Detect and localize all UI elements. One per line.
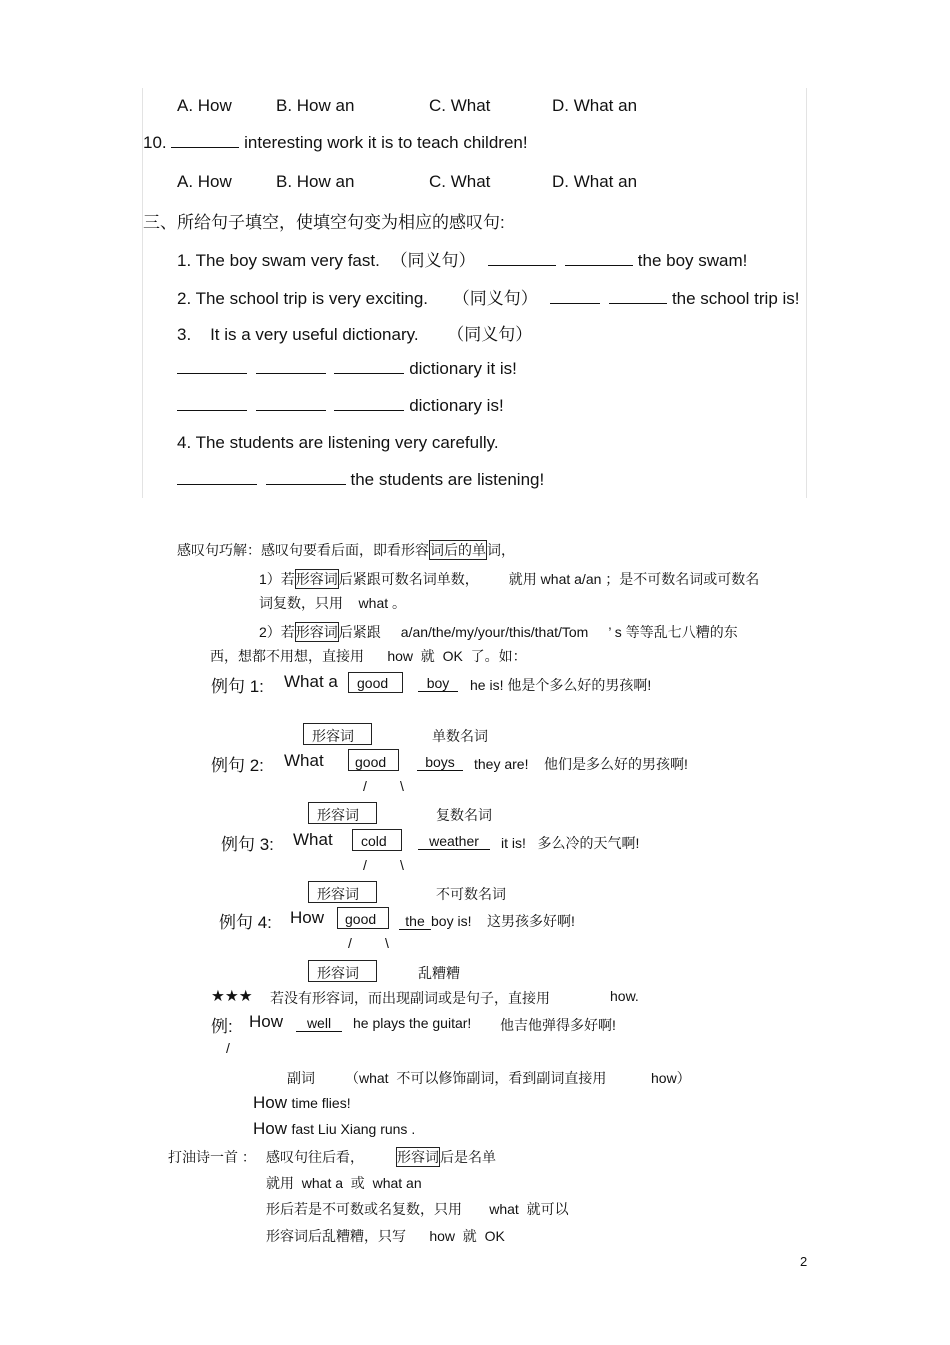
poem-l1-boxed: 形容词 (397, 1149, 439, 1165)
ex3-adj: cold (361, 833, 387, 849)
rule1-boxed-adj: 形容词 (295, 571, 338, 587)
ex1-noun (418, 675, 458, 692)
poem-l1-end: 后是名单 (440, 1149, 496, 1165)
ex4-backslash: \ (385, 935, 389, 951)
stars-how: how. (610, 988, 639, 1004)
rule2-text-2: ’ s 等等乱七八糟的东 (608, 624, 738, 640)
ex4-noun-label: 乱糟糟 (418, 965, 460, 981)
s1-blank-2 (565, 251, 633, 266)
ex2-backslash: \ (400, 778, 404, 794)
page-number: 2 (800, 1254, 808, 1269)
s4-sentence: 4. The students are listening very carefully. (177, 433, 499, 452)
tips-intro (177, 540, 515, 560)
ex3-slash: / (363, 857, 367, 873)
ex7 (253, 1119, 415, 1139)
ex3-noun-text: weather (429, 833, 479, 849)
s1-text: 1. The boy swam very fast. (177, 251, 380, 270)
ex6 (253, 1093, 351, 1113)
s2-sentence (177, 284, 800, 309)
s4-answer-line (177, 470, 544, 490)
poem-line-1 (266, 1147, 496, 1167)
rule2-words: a/an/the/my/your/this/that/Tom (400, 624, 589, 640)
ex4-the (399, 913, 431, 930)
poem-line-3: 形后若是不可数或名复数，只用 what 就可以 (266, 1201, 569, 1217)
rule2-text: 后紧跟 (338, 624, 381, 640)
blank (256, 359, 326, 374)
ex5-adverb (296, 1015, 342, 1032)
poem-line-4: 形容词后乱糟糟，只写 how 就 OK (266, 1228, 505, 1244)
q9-option-a: A. How (177, 96, 232, 115)
stars-icon: ★★★ (211, 988, 253, 1005)
poem-line-2: 就用 what a 或 what an (266, 1175, 422, 1191)
ex1-adj: good (357, 675, 389, 691)
stars-text: 若没有形容词，而出现副词或是句子，直接用 (270, 990, 550, 1006)
q10-option-a: A. How (177, 172, 232, 191)
q9-option-b: B. How an (276, 96, 355, 115)
ex2-noun-label: 复数名词 (436, 807, 492, 823)
adverb-note-how: how） (651, 1070, 691, 1086)
adverb-label: 副词 (287, 1070, 315, 1086)
ex1-noun-label: 单数名词 (432, 728, 488, 744)
s1-tail: the boy swam! (637, 251, 748, 270)
ex7-how: How (253, 1119, 288, 1138)
ex2-adj-label: 形容词 (317, 807, 359, 823)
ex5-rest: he plays the guitar! (353, 1015, 472, 1031)
s1-sentence (177, 246, 747, 271)
rule1-text-2: 就用 what a/an ；是不可数名词或可数名 (508, 571, 760, 587)
ex2-noun (417, 754, 463, 771)
ex5-adverb-text: well (306, 1015, 332, 1031)
s2-note: （同义句） (452, 289, 538, 308)
ex5-how: How (249, 1012, 284, 1031)
rule-1 (259, 569, 759, 589)
s3-note: （同义句） (447, 325, 533, 344)
ex5-slash: / (226, 1040, 230, 1056)
ex3-noun (418, 833, 490, 850)
q10-number: 10. (143, 133, 167, 152)
right-border-line (806, 88, 807, 498)
rule1-text: 后紧跟可数名词单数， (338, 571, 479, 587)
s3-sentence (177, 320, 532, 345)
ex2-adj: good (355, 754, 387, 770)
blank (177, 396, 247, 411)
ex1-adj-label: 形容词 (312, 728, 354, 744)
poem-l1-text: 感叹句往后看， (266, 1149, 364, 1165)
rule2-prefix: 2）若 (259, 624, 295, 640)
ex1-rest: he is! 他是个多么好的男孩啊! (470, 677, 652, 693)
ex3-adj-label: 形容词 (317, 886, 359, 902)
ex4-rest: boy is! 这男孩多好啊! (431, 913, 575, 929)
ex1-noun-text: boy (426, 675, 450, 691)
s3-line1-tail: dictionary it is! (409, 359, 517, 378)
ex2-what: What (284, 751, 324, 770)
s2-blank-1 (550, 289, 600, 304)
blank (177, 359, 247, 374)
ex3-what: What (293, 830, 333, 849)
s1-blank-1 (488, 251, 556, 266)
s2-text: 2. The school trip is very exciting. (177, 289, 429, 308)
ex4-adj: good (345, 911, 377, 927)
ex3-backslash: \ (400, 857, 404, 873)
section3-title: 三、所给句子填空，使填空句变为相应的感叹句: (143, 213, 505, 232)
q10-option-d: D. What an (552, 172, 638, 191)
blank (334, 359, 404, 374)
s3-answer-line-1 (177, 359, 517, 379)
q10-option-b: B. How an (276, 172, 355, 191)
ex4-tail (399, 911, 575, 931)
ex4-how: How (290, 908, 325, 927)
ex5-cn: 他吉他弹得多好啊! (500, 1017, 616, 1033)
ex3-noun-label: 不可数名词 (436, 886, 506, 902)
s3-answer-line-2 (177, 396, 504, 416)
ex3-label: 例句 3: (221, 835, 274, 854)
ex7-rest: fast Liu Xiang runs . (291, 1121, 416, 1137)
s4-tail: the students are listening! (350, 470, 545, 489)
s3-line2-tail: dictionary is! (409, 396, 504, 415)
adverb-note: （what 不可以修饰副词，看到副词直接用 (345, 1070, 607, 1086)
ex4-the-text: the (405, 913, 425, 929)
q10-blank (171, 133, 239, 148)
ex2-rest: they are! 他们是多么好的男孩啊! (474, 756, 688, 772)
ex3-rest: it is! 多么冷的天气啊! (501, 835, 640, 851)
q10-question (143, 133, 528, 153)
tips-intro-boxed: 词后的单 (430, 542, 486, 558)
q9-option-d: D. What an (552, 96, 638, 115)
tips-intro-end: 词， (487, 542, 515, 558)
ex1-label: 例句 1: (211, 677, 264, 696)
ex6-rest: time flies! (291, 1095, 351, 1111)
q10-text: interesting work it is to teach children! (244, 133, 528, 152)
s2-tail: the school trip is! (671, 289, 800, 308)
ex6-how: How (253, 1093, 288, 1112)
rule-2-line-2: 西，想都不用想，直接用 how 就 OK 了。如： (210, 648, 527, 664)
ex2-noun-text: boys (425, 754, 455, 770)
ex5-label: 例: (211, 1017, 233, 1036)
ex4-label: 例句 4: (219, 913, 272, 932)
blank (334, 396, 404, 411)
poem-label: 打油诗一首 ： (168, 1149, 256, 1165)
rule-2 (259, 622, 738, 642)
ex4-adj-label: 形容词 (317, 965, 359, 981)
s3-text: 3. It is a very useful dictionary. (177, 325, 419, 344)
blank (177, 470, 257, 485)
ex1-what: What a (284, 672, 338, 691)
tips-intro-text: 感叹句巧解：感叹句要看后面，即看形容 (177, 542, 429, 558)
s2-blank-2 (609, 289, 667, 304)
rule2-boxed-adj: 形容词 (295, 624, 338, 640)
q9-option-c: C. What (429, 96, 491, 115)
q10-option-c: C. What (429, 172, 491, 191)
rule1-prefix: 1）若 (259, 571, 295, 587)
ex4-slash: / (348, 935, 352, 951)
ex2-slash: / (363, 778, 367, 794)
rule-1-line-2: 词复数，只用 what 。 (259, 595, 407, 611)
blank (266, 470, 346, 485)
s1-note: （同义句） (390, 251, 476, 270)
ex2-label: 例句 2: (211, 756, 264, 775)
blank (256, 396, 326, 411)
